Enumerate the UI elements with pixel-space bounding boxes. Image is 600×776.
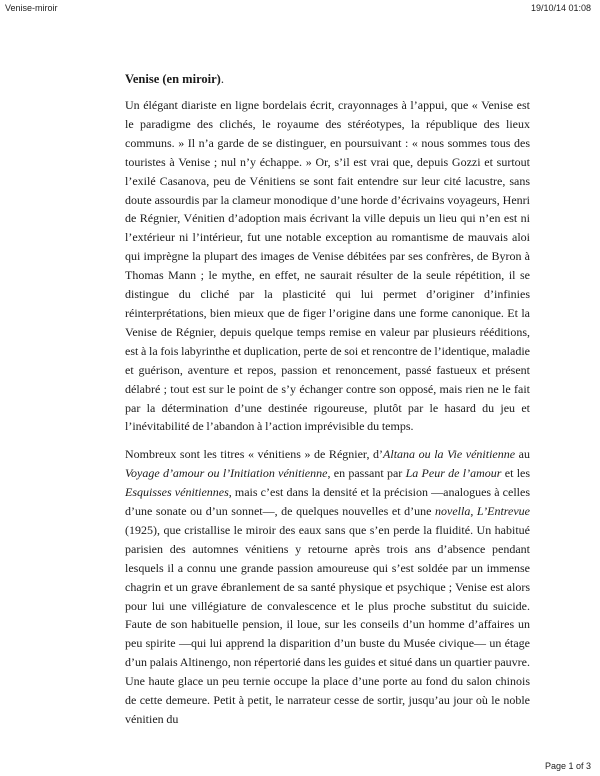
document-name: Venise-miroir [5,3,58,13]
p2-text-1: Nombreux sont les titres « vénitiens » de Régnier, d’ [125,447,384,462]
p2-text-7: (1925), que cristallise le miroir des eaux sans que s’en perde la fluidité. Un habitué parisien des automnes vénitiens y retourne après trois ans d’absence pendant lesquels il a connu une grande passion amoureuse qui s’est soldée par un immense chagrin et un grave ébranlement de sa santé physique et psychique ; Venise est alors pour lui une villégiature de convalescence et le plus proche substitut du suicide. Faute de son habituelle pension, il loue, sur les conseils d’un homme d’affaires un peu spirite —qui lui apprend la disparition d’un buste du Musée civique— un étage d’un palais Altinengo, non répertorié dans les guides et situé dans un quartier pauvre. Une haute glace un peu ternie occupe la place d’une porte au fond du salon chinois de cette demeure. Petit à petit, le narrateur cesse de sortir, jusqu’au jour où le noble vénitien du [125,522,530,726]
title-text: Venise (en miroir) [125,72,221,86]
p2-title-voyage: Voyage d’amour ou l’Initiation vénitienne [125,466,328,481]
p2-title-altana: Altana ou la Vie vénitienne [383,447,516,462]
title-period: . [220,72,224,86]
page-number: Page 1 of 3 [544,761,591,771]
article-title [125,70,530,88]
article [125,70,530,738]
p2-title-esquisses: Esquisses vénitiennes [125,485,229,500]
print-timestamp: 19/10/14 01:08 [530,3,591,13]
p2-title-peur: La Peur de l’amour [405,466,502,481]
p2-title-entrevue: L’Entrevue [476,504,530,519]
p2-text-6: , [470,504,477,519]
paragraph-2 [125,445,530,729]
p2-text-2: au [515,447,530,462]
p2-novella: novella [435,504,471,519]
paragraph-1: Un élégant diariste en ligne bordelais écrit, crayonnages à l’appui, que « Venise est le paradigme des clichés, le royaume des stéréotypes, la république des lieux communs. » Il n’a garde de se distinguer, en poursuivant : « nous sommes tous des touristes à Venise ; nul n’y échappe. » Or, s’il est vrai que, depuis Gozzi et surtout l’exilé Casanova, peu de Vénitiens se sont fait entendre sur leur cité lacustre, sans doute assourdis par la clameur monodique d’une horde d’écrivains voyageurs, Henri de Régnier, Vénitien d’adoption mais écrivant la ville depuis un lieu qui n’en est ni l’extérieur ni l’intérieur, fut une notable exception au romantisme de mauvais aloi qui imprègne la plupart des images de Venise débitées par ses confrères, de Byron à Thomas Mann ; le mythe, en effet, ne saurait résulter de la seule répétition, il se distingue du cliché par la plasticité qui lui permet d’originer d’infinies réinterprétations, bien mieux que de figer l’origine dans une forme canonique. Et la Venise de Régnier, depuis quelque temps remise en valeur par plusieurs rééditions, est à la fois labyrinthe et duplication, perte de soi et rencontre de l’identique, maladie et guérison, aventure et repos, passion et renoncement, passé fastueux et présent délabré ; tout est sur le point de s’y échanger contre son opposé, mais rien ne le fait par la détermination d’une destinée rigoureuse, plutôt par le hasard du jeu et l’inévitabilité de l’abandon à l’action imprévisible du temps. [125,98,530,434]
p2-text-5: , mais c’est dans la densité et la précision —analogues à celles d’une sonate ou d’un sonnet—, de quelques nouvelles et d’une [125,485,530,519]
p2-text-3: , en passant par [327,466,406,481]
p2-text-4: et les [501,466,531,481]
